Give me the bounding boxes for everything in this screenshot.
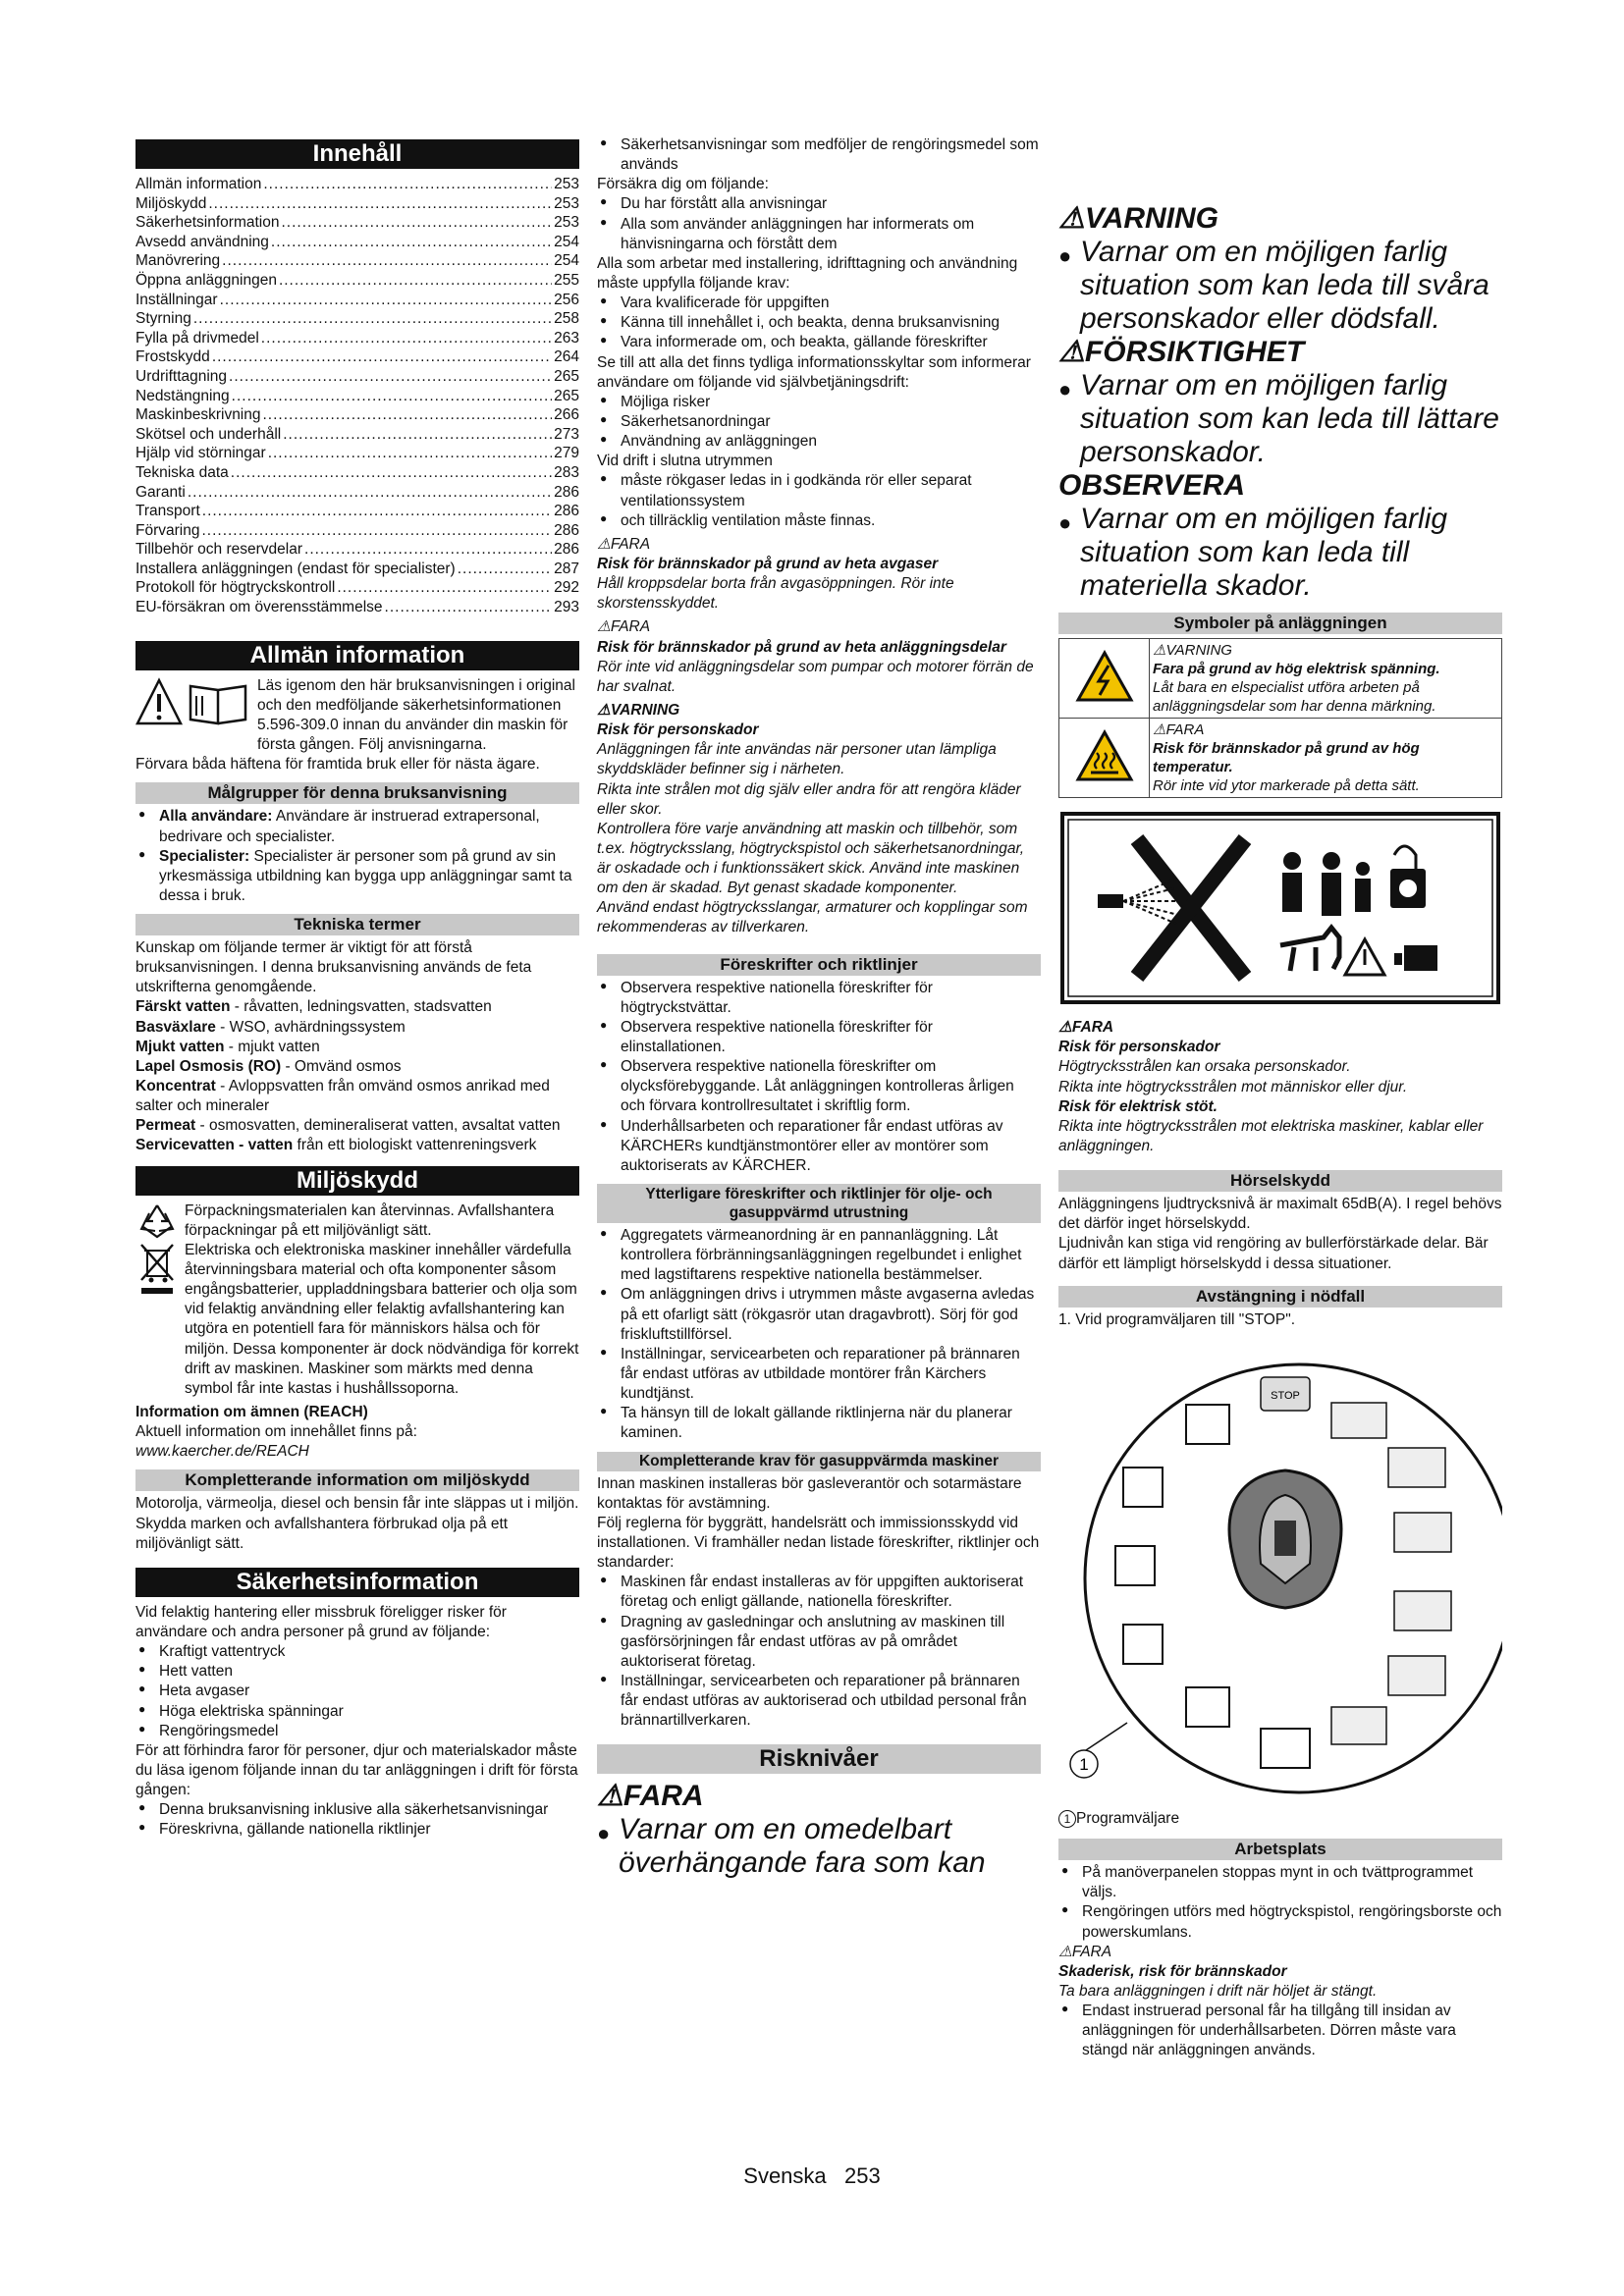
- list-item: ● Observera respektive nationella föreskrifter om olycksförebyggande. Låt anläggningen kontrolleras årligen och förvara kontrollresultatet i skriftlig form.: [597, 1057, 1041, 1116]
- toc-entry-title: Avsedd användning: [135, 233, 269, 250]
- nodfall-step: 1. Vrid programväljaren till "STOP".: [1058, 1310, 1296, 1328]
- toc-entry-page: 253: [554, 194, 579, 212]
- list-item: ● Känna till innehållet i, och beakta, denna bruksanvisning: [597, 313, 1041, 333]
- terms-intro: Kunskap om följande termer är viktigt för att förstå bruksanvisningen. I denna bruksanvisning används de feta utskrifterna genomgående.: [135, 939, 532, 996]
- list-item: ● Rengöringsmedel: [135, 1722, 579, 1741]
- table-row: ⚠VARNING Fara på grund av hög elektrisk spänning. Låt bara en elspecialist utföra arbeten på anläggningsdelar som har denna märkning.: [1059, 639, 1502, 719]
- toc-entry-title: Öppna anläggningen: [135, 271, 277, 289]
- warning-block-2: ⚠FARA Risk för brännskador på grund av heta anläggningsdelar Rör inte vid anläggningsdelar som pumpar och motorer förrän de har svalnat.: [597, 618, 1034, 695]
- terms-list: [135, 997, 579, 1155]
- toc-entry-page: 264: [554, 348, 579, 366]
- toc-entry-title: Installera anläggningen (endast för specialister): [135, 560, 456, 577]
- toc-entry-page: 253: [554, 176, 579, 192]
- miljo-p2: Elektriska och elektroniska maskiner innehåller värdefulla återvinningsbara material och ofta komponenter såsom engångsbatterier, uppladdningsbara batterier och olja som vid felaktig användning eller felaktig avfallshantering kan utgöra en potentiell fara för människors hälsa och för miljön. Dessa komponenter är dock nödvändiga för korrekt drift av maskinen. Maskiner som märkts med denna symbol får inte kastas i hushållssoporna.: [185, 1241, 579, 1397]
- toc-entry-page: 258: [554, 310, 579, 328]
- toc-entry-title: Protokoll för högtryckskontroll: [135, 579, 336, 597]
- allman-intro-block: [135, 676, 579, 756]
- term-item: Lapel Osmosis (RO) - Omvänd osmos: [135, 1057, 402, 1075]
- term-item: Koncentrat - Avloppsvatten från omvänd osmos anrikad med salter och mineraler: [135, 1078, 550, 1115]
- arbetsplats-list: [1058, 1863, 1502, 1943]
- arbetsplats-warning-title: Skaderisk, risk för brännskador: [1058, 1962, 1287, 1980]
- horsel-text: Anläggningens ljudtrycksnivå är maximalt 65dB(A). I regel behövs det därför inget hörselskydd.: [1058, 1196, 1502, 1233]
- toc-dots: [304, 540, 552, 560]
- toc-dots: [458, 560, 552, 579]
- list-item: ● Möjliga risker: [597, 393, 1041, 412]
- toc-entry[interactable]: [135, 213, 579, 233]
- toc-entry-title: Tekniska data: [135, 463, 229, 481]
- toc-entry[interactable]: [135, 578, 579, 598]
- list-item: ● Kraftigt vattentryck: [135, 1642, 579, 1662]
- toc-entry-page: 286: [554, 541, 579, 559]
- toc-entry[interactable]: [135, 425, 579, 445]
- toc-entry-title: Hjälp vid störningar: [135, 445, 266, 462]
- term-item: Servicevatten - vatten från ett biologiskt vattenreningsverk: [135, 1137, 537, 1154]
- list-item: ● Varnar om en möjligen farlig situation som kan leda till materiella skador.: [1058, 503, 1502, 603]
- toc-entry-title: Förvaring: [135, 521, 200, 539]
- list-item: ● Aggregatets värmeanordning är en pannanläggning. Låt kontrollera förbränningsanläggningen regelbundet i enlighet med lagstiftarens respektive nationella bestämmelser.: [597, 1226, 1041, 1285]
- risk-varning-label: ⚠VARNING: [1058, 202, 1219, 235]
- toc-entry[interactable]: [135, 560, 579, 579]
- toc-entry[interactable]: [135, 521, 579, 541]
- column-left: [135, 135, 579, 1841]
- toc-entry-page: 255: [554, 271, 579, 289]
- toc-title: Innehåll: [135, 139, 579, 169]
- toc-entry-page: 266: [554, 406, 579, 424]
- toc-entry[interactable]: [135, 309, 579, 329]
- section-title-symboler: Symboler på anläggningen: [1058, 613, 1502, 634]
- section-title-risk: Risknivåer: [597, 1744, 1041, 1774]
- miljo-block-2: [135, 1241, 579, 1399]
- list-item: ● Rengöringen utförs med högtryckspistol, rengöringsborste och powerskumlans.: [1058, 1902, 1502, 1942]
- toc-entry-title: Inställningar: [135, 291, 218, 308]
- toc-entry-title: Transport: [135, 503, 200, 520]
- warning-triangle-icon: ⚠: [597, 1780, 623, 1813]
- miljo-block-1: [135, 1201, 579, 1241]
- toc-dots: [231, 463, 552, 483]
- toc-dots: [229, 367, 552, 387]
- read-list: [135, 1800, 579, 1840]
- toc-entry[interactable]: [135, 405, 579, 425]
- toc-dots: [220, 291, 553, 310]
- warning-triangle-icon: ⚠: [597, 535, 611, 553]
- toc-entry[interactable]: [135, 251, 579, 271]
- list-item: ● Maskinen får endast installeras av för uppgiften auktoriserat företag och enligt gällande, nationella föreskrifter.: [597, 1573, 1041, 1612]
- program-selector-diagram: [1058, 1338, 1502, 1799]
- foreskrifter-list: [597, 979, 1041, 1176]
- toc-dots: [271, 233, 552, 252]
- section-title-sakerhet: Säkerhetsinformation: [135, 1568, 579, 1597]
- risk-fara-label: ⚠FARA: [597, 1780, 704, 1813]
- warning-block-3: ⚠VARNING Risk för personskador Anläggningen får inte användas när personer utan lämpliga skyddskläder befinner sig i närheten. Rikta inte strålen mot dig själv eller andra för att rengöra kläder eller skor. Kontrollera före varje användning att maskin och tillbehör, som t.ex. högtrycksslang, högtryckspistol och säkerhetsanordningar, är oskadade och i funktionssäkert skick. Använd inte maskinen om den är skadad. Byt genast skadade komponenter. Använd endast högtrycksslangar, armaturer och kopplingar som rekommenderas av tillverkaren.: [597, 701, 1028, 936]
- extra-list: [597, 1226, 1041, 1444]
- toc-entry-page: 287: [554, 560, 579, 577]
- warning-triangle-icon: ⚠: [597, 618, 611, 636]
- toc-entry[interactable]: [135, 387, 579, 406]
- recycle-icon: [135, 1201, 179, 1241]
- ensure-list: [597, 194, 1041, 253]
- list-item: ● Varnar om en möjligen farlig situation som kan leda till lättare personskador.: [1058, 369, 1502, 469]
- high-voltage-warning-icon: [1075, 650, 1134, 703]
- list-item: ● Om anläggningen drivs i utrymmen måste avgaserna avledas på ett ofarligt sätt (rökgasrör utan dragavbrott). Sörj för god friskluftstillförsel.: [597, 1285, 1041, 1344]
- toc-entry-page: 286: [554, 521, 579, 539]
- reach-text: Aktuell information om innehållet finns på: www.kaercher.de/REACH: [135, 1423, 417, 1461]
- toc-dots: [193, 309, 552, 329]
- reach-title: Information om ämnen (REACH): [135, 1404, 368, 1421]
- toc-dots: [385, 598, 553, 617]
- allman-intro: Läs igenom den här bruksanvisningen i original och den medföljande säkerhetsinformationen 5.596-309.0 innan du använder din maskin för första gången. Följ anvisningarna.: [257, 676, 575, 754]
- warning-block-1: ⚠FARA Risk för brännskador på grund av heta avgaser Håll kroppsdelar borta från avgasöppningen. Rör inte skorstensskyddet.: [597, 535, 954, 613]
- toc-dots: [283, 425, 552, 445]
- warning-triangle-icon: ⚠: [1058, 336, 1085, 368]
- list-item: ● Hett vatten: [135, 1662, 579, 1682]
- toc-entry-page: 292: [554, 579, 579, 597]
- reach-link[interactable]: www.kaercher.de/REACH: [135, 1443, 309, 1461]
- kompl-text: Motorolja, värmeolja, diesel och bensin får inte släppas ut i miljön. Skydda marken och avfallshantera förbrukad olja på ett miljövänligt sätt.: [135, 1495, 579, 1552]
- toc-entry-page: 254: [554, 233, 579, 250]
- list-item: ● Du har förstått alla anvisningar: [597, 194, 1041, 214]
- signs-list: [597, 393, 1041, 452]
- term-item: Mjukt vatten - mjukt vatten: [135, 1038, 320, 1055]
- toc-entry-page: 254: [554, 252, 579, 270]
- term-item: Basväxlare - WSO, avhärdningssystem: [135, 1018, 406, 1036]
- warning-triangle-icon: ⚠: [1058, 202, 1085, 235]
- list-item: ● Användning av anläggningen: [597, 432, 1041, 452]
- gas-p1: Innan maskinen installeras bör gasleverantör och sotarmästare kontaktas för avstämning.: [597, 1474, 1022, 1512]
- list-item: ● Alla som använder anläggningen har informerats om hänvisningarna och förstått dem: [597, 215, 1041, 254]
- list-item: ● Föreskrivna, gällande nationella riktlinjer: [135, 1820, 579, 1840]
- list-item: ● och tillräcklig ventilation måste finnas.: [597, 511, 1041, 531]
- toc-entry-title: Garanti: [135, 483, 186, 501]
- toc-entry-page: 265: [554, 387, 579, 404]
- toc-dots: [222, 251, 552, 271]
- section-title-arbetsplats: Arbetsplats: [1058, 1839, 1502, 1860]
- toc-dots: [212, 347, 552, 367]
- warning-block-pictogram: ⚠FARA Risk för personskador Högtrycksstrålen kan orsaka personskador. Rikta inte högtrycksstrålen mot människor eller djur. Risk för elektrisk stöt. Rikta inte högtrycksstrålen mot elektriska maskiner, kablar eller anläggningen.: [1058, 1019, 1484, 1154]
- list-item: ● Säkerhetsanvisningar som medföljer de rengöringsmedel som används: [597, 135, 1041, 175]
- warning-book-icon: [135, 676, 251, 727]
- toc-entry-title: Fylla på drivmedel: [135, 329, 259, 347]
- toc-entry-title: Urdrifttagning: [135, 367, 228, 385]
- toc-entry-page: 256: [554, 291, 579, 308]
- toc-entry-page: 279: [554, 445, 579, 462]
- miljo-p1: Förpackningsmaterialen kan återvinnas. Avfallshantera förpackningar på ett miljövänligt sätt.: [185, 1201, 555, 1239]
- toc-entry-title: Säkerhetsinformation: [135, 214, 280, 232]
- list-item: ● Varnar om en möjligen farlig situation som kan leda till svåra personskador eller dödsfall.: [1058, 236, 1502, 336]
- toc-entry[interactable]: [135, 444, 579, 463]
- list-item: ● Observera respektive nationella föreskrifter för högtryckstvättar.: [597, 979, 1041, 1018]
- toc-dots: [201, 521, 552, 541]
- section-title-gas: Kompletterande krav för gasuppvärmda maskiner: [597, 1452, 1041, 1471]
- warning-triangle-icon: ⚠: [597, 701, 611, 719]
- toc-entry[interactable]: [135, 194, 579, 214]
- list-item: ● Vara kvalificerade för uppgiften: [597, 294, 1041, 313]
- toc-entry[interactable]: [135, 483, 579, 503]
- toc-dots: [202, 502, 552, 521]
- sakerhet-intro: Vid felaktig hantering eller missbruk föreligger risker för användare och andra personer på grund av följande:: [135, 1603, 507, 1640]
- list-item: ● Observera respektive nationella föreskrifter för elinstallationen.: [597, 1018, 1041, 1057]
- term-item: Permeat - osmosvatten, demineraliserat vatten, avsaltat vatten: [135, 1117, 561, 1135]
- toc-dots: [232, 387, 552, 406]
- list-item: ● På manöverpanelen stoppas mynt in och tvättprogrammet väljs.: [1058, 1863, 1502, 1902]
- toc-dots: [208, 194, 552, 214]
- list-item: ● Specialister: Specialister är personer som på grund av sin yrkesmässiga utbildning kan bygga upp anläggningar samt ta dessa i bruk.: [135, 847, 579, 906]
- list-item: ● Inställningar, servicearbeten och reparationer på brännaren får endast utföras av auktoriserad och utbildad personal från brännartillverkaren.: [597, 1672, 1041, 1731]
- toc-entry-page: 293: [554, 599, 579, 616]
- stop-label: STOP: [1271, 1389, 1300, 1402]
- list-item: ● Dragning av gasledningar och anslutning av maskinen till gasförsörjningen får endast utföras av på området auktoriserat företag.: [597, 1613, 1041, 1672]
- toc-entry[interactable]: [135, 540, 579, 560]
- svg-text:1: 1: [1079, 1754, 1089, 1774]
- table-of-contents: [135, 175, 579, 617]
- toc-entry-title: Manövrering: [135, 252, 221, 270]
- section-title-foreskrifter: Föreskrifter och riktlinjer: [597, 954, 1041, 976]
- list-item: ● Heta avgaser: [135, 1682, 579, 1701]
- section-title-target: Målgrupper för denna bruksanvisning: [135, 782, 579, 804]
- target-list: [135, 807, 579, 906]
- toc-entry-title: Miljöskydd: [135, 194, 207, 212]
- toc-entry[interactable]: [135, 233, 579, 252]
- closed-intro: Vid drift i slutna utrymmen: [597, 453, 773, 470]
- list-item: ● Underhållsarbeten och reparationer får endast utföras av KÄRCHERs kundtjänstmontörer eller av montörer som auktoriserats av KÄRCHER.: [597, 1117, 1041, 1176]
- section-title-horsel: Hörselskydd: [1058, 1170, 1502, 1192]
- toc-entry[interactable]: [135, 367, 579, 387]
- risk-forsiktighet-label: ⚠FÖRSIKTIGHET: [1058, 336, 1305, 368]
- toc-entry-page: 286: [554, 503, 579, 520]
- list-item: ● Säkerhetsanordningar: [597, 412, 1041, 432]
- toc-entry-title: EU-försäkran om överensstämmelse: [135, 599, 383, 616]
- spray-hazard-pictogram: [1058, 810, 1502, 1006]
- list-item: ● Inställningar, servicearbeten och reparationer på brännaren får endast utföras av utbildade montörer från Kärchers kundtjänst.: [597, 1345, 1041, 1404]
- toc-entry-page: 263: [554, 329, 579, 347]
- risk-observera-list: [1058, 503, 1502, 603]
- list-item: ● Alla användare: Användare är instruerad extrapersonal, bedrivare och specialister.: [135, 807, 579, 846]
- risk-observera-label: OBSERVERA: [1058, 469, 1246, 502]
- allman-keep: Förvara båda häftena för framtida bruk eller för nästa ägare.: [135, 756, 540, 774]
- risk-list: [135, 1642, 579, 1741]
- section-title-terms: Tekniska termer: [135, 914, 579, 935]
- section-title-nodfall: Avstängning i nödfall: [1058, 1286, 1502, 1308]
- toc-dots: [279, 271, 552, 291]
- toc-entry[interactable]: [135, 598, 579, 617]
- read-list-continued: [597, 135, 1041, 175]
- toc-dots: [188, 483, 552, 503]
- toc-entry-page: 283: [554, 463, 579, 481]
- table-row: ⚠FARA Risk för brännskador på grund av hög temperatur. Rör inte vid ytor markerade på detta sätt.: [1059, 719, 1502, 798]
- arbetsplats-warning-label: ⚠FARA: [1058, 1943, 1112, 1960]
- workers-list: [597, 294, 1041, 352]
- toc-entry-title: Styrning: [135, 310, 191, 328]
- list-item: ● Ta hänsyn till de lokalt gällande riktlinjerna när du planerar kaminen.: [597, 1404, 1041, 1443]
- toc-entry[interactable]: [135, 347, 579, 367]
- toc-entry-title: Tillbehör och reservdelar: [135, 541, 303, 559]
- ensure-intro: Försäkra dig om följande:: [597, 176, 769, 193]
- toc-entry-page: 286: [554, 483, 579, 501]
- risk-varning-list: [1058, 236, 1502, 336]
- toc-entry-title: Frostskydd: [135, 348, 210, 366]
- warning-triangle-icon: ⚠: [1058, 1019, 1072, 1037]
- hot-surface-warning-icon: [1075, 729, 1134, 782]
- toc-dots: [261, 329, 552, 348]
- toc-dots: [263, 405, 553, 425]
- sakerhet-prevent: För att förhindra faror för personer, djur och materialskador måste du läsa igenom följande innan du tar anläggningen i drift för första gången:: [135, 1741, 578, 1799]
- gas-p2: Följ reglerna för byggrätt, handelsrätt och immissionsskydd vid installationen. Vi framhäller nedan listade föreskrifter, riktlinjer och standarder:: [597, 1514, 1040, 1572]
- toc-entry[interactable]: [135, 329, 579, 348]
- symbol-table: [1058, 638, 1502, 798]
- horsel-text-2: Ljudnivån kan stiga vid rengöring av bullerförstärkade delar. Bär därför ett lämpligt hörselskydd i dessa situationer.: [1058, 1235, 1489, 1272]
- closed-list: [597, 471, 1041, 530]
- list-item: ● måste rökgaser ledas in i godkända rör eller separat ventilationssystem: [597, 471, 1041, 510]
- toc-dots: [281, 213, 552, 233]
- workers-intro: Alla som arbetar med installering, idrifttagning och användning måste uppfylla följande krav:: [597, 254, 1018, 292]
- toc-entry-title: Nedstängning: [135, 387, 230, 404]
- risk-forsiktighet-list: [1058, 369, 1502, 469]
- list-item: ● Denna bruksanvisning inklusive alla säkerhetsanvisningar: [135, 1800, 579, 1820]
- list-item: ● Höga elektriska spänningar: [135, 1702, 579, 1722]
- column-right: [1058, 135, 1502, 2061]
- section-title-extra: Ytterligare föreskrifter och riktlinjer för olje- och gasuppvärmd utrustning: [597, 1184, 1041, 1223]
- toc-entry[interactable]: [135, 502, 579, 521]
- toc-entry-page: 253: [554, 214, 579, 232]
- toc-entry-title: Maskinbeskrivning: [135, 406, 261, 424]
- list-item: ● Varnar om en omedelbart överhängande fara som kan: [597, 1813, 1041, 1880]
- toc-entry[interactable]: [135, 175, 579, 194]
- toc-entry-title: Skötsel och underhåll: [135, 425, 282, 443]
- risk-fara-list: [597, 1813, 1041, 1880]
- signs-intro: Se till att alla det finns tydliga informationsskyltar som informerar användare om följande vid självbetjäningsdrift:: [597, 353, 1031, 391]
- arbetsplats-warning-list: [1058, 2002, 1502, 2060]
- list-item: ● Endast instruerad personal får ha tillgång till insidan av anläggningen för underhållsarbeten. Dörren måste vara stängd när anläggningen används.: [1058, 2002, 1502, 2060]
- toc-entry-page: 273: [554, 425, 579, 443]
- list-item: ● Vara informerade om, och beakta, gällande föreskrifter: [597, 333, 1041, 352]
- toc-entry[interactable]: [135, 463, 579, 483]
- risk-fara-continued: [1058, 135, 1502, 202]
- toc-entry[interactable]: [135, 291, 579, 310]
- toc-dots: [263, 175, 552, 194]
- toc-dots: [337, 578, 552, 598]
- toc-entry-title: Allmän information: [135, 176, 262, 192]
- section-title-miljo: Miljöskydd: [135, 1166, 579, 1196]
- toc-entry-page: 265: [554, 367, 579, 385]
- gas-list: [597, 1573, 1041, 1731]
- toc-dots: [268, 444, 552, 463]
- figure-caption: 1 Programväljare: [1058, 1809, 1502, 1829]
- waste-bin-icon: [135, 1241, 179, 1300]
- section-title-kompl: Kompletterande information om miljöskydd: [135, 1469, 579, 1491]
- term-item: Färskt vatten - råvatten, ledningsvatten, stadsvatten: [135, 998, 492, 1016]
- arbetsplats-warning-text: Ta bara anläggningen i drift när höljet är stängt.: [1058, 1982, 1378, 2000]
- section-title-allman: Allmän information: [135, 641, 579, 670]
- column-middle: [597, 135, 1041, 1880]
- program-slot: [1186, 1405, 1229, 1444]
- page-footer: Svenska 253: [743, 2163, 881, 2188]
- toc-entry[interactable]: [135, 271, 579, 291]
